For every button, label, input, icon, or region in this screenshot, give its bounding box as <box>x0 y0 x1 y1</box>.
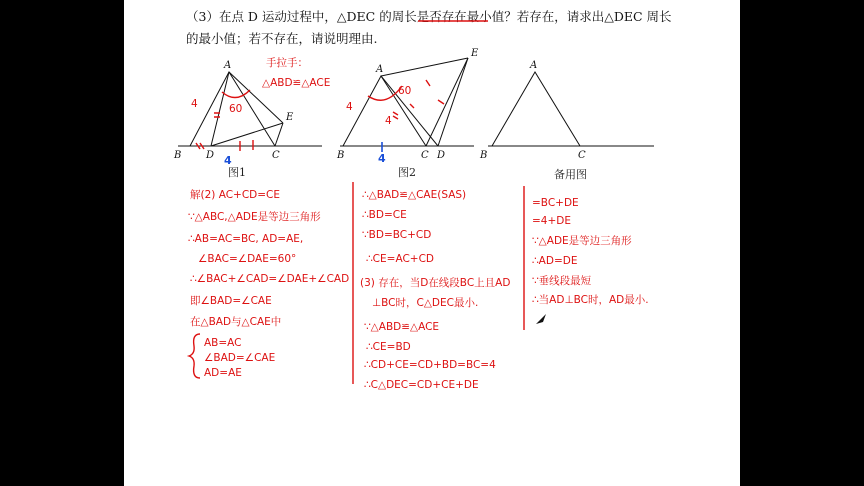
sol1-line-7: 在△BAD与△CAE中 <box>190 316 282 328</box>
fig1-caption: 图1 <box>228 166 246 179</box>
figure-2 <box>336 48 479 179</box>
fig1-label-a: A <box>224 60 232 71</box>
sol2-line-5: (3) 存在，当D在线段BC上且AD <box>360 277 511 289</box>
fig2-mid-4: 4 <box>385 115 392 127</box>
fig3-caption: 备用图 <box>554 168 587 181</box>
sol1-line-9: ∠BAD=∠CAE <box>204 352 276 364</box>
fig2-bottom-4: 4 <box>378 152 386 165</box>
fig2-caption: 图2 <box>398 166 416 179</box>
fig1-note-shoulashou: 手拉手： <box>266 57 308 69</box>
fig1-line-ad <box>211 72 229 146</box>
sol1-line-1: 解(2) AC+CD=CE <box>190 189 281 201</box>
fig1-line-ce <box>275 123 283 146</box>
fig1-angle-60: 60 <box>229 103 243 115</box>
fig1-line-de <box>211 123 283 146</box>
sol1-brace <box>189 334 200 378</box>
sol3-line-3: ∵△ADE是等边三角形 <box>532 235 632 247</box>
fig2-triangle-abc <box>343 76 426 146</box>
solution-column-3 <box>532 197 649 306</box>
fig1-label-e: E <box>286 112 294 123</box>
sol1-line-10: AD=AE <box>204 367 242 379</box>
sol2-line-10: ∴C△DEC=CD+CE+DE <box>364 379 479 391</box>
sol2-line-2: ∴BD=CE <box>362 209 407 221</box>
sol1-line-3: ∴AB=AC=BC, AD=AE, <box>188 233 304 245</box>
fig1-side-4: 4 <box>191 98 198 110</box>
sol1-line-6: 即∠BAD=∠CAE <box>190 295 272 307</box>
fig1-label-c: C <box>272 150 280 161</box>
fig2-angle-60: 60 <box>398 85 412 97</box>
fig1-label-b: B <box>174 150 182 161</box>
solution-column-1 <box>188 188 349 379</box>
problem-line-1: （3）在点 D 运动过程中，△DEC 的周长是否存在最小值？若存在，请求出△DEC 周长 <box>186 9 672 24</box>
sol1-line-2: ∵△ABC,△ADE是等边三角形 <box>188 211 321 223</box>
sol3-line-2: =4+DE <box>532 215 571 227</box>
fig2-label-c: C <box>421 150 429 161</box>
fig3-label-a: A <box>530 60 538 71</box>
sol2-line-6: ⊥BC时，C△DEC最小. <box>372 297 479 309</box>
fig2-angle-arc <box>368 86 402 100</box>
fig2-line-ce <box>426 58 468 146</box>
sol3-line-1: =BC+DE <box>532 197 579 209</box>
sol3-line-4: ∴AD=DE <box>532 255 578 267</box>
fig3-label-b: B <box>480 150 488 161</box>
fig1-angle-arc <box>222 90 250 98</box>
fig2-line-de <box>438 58 468 146</box>
fig2-line-ae <box>381 58 468 76</box>
problem-line-2: 的最小值；若不存在，请说明理由. <box>186 31 378 46</box>
solution-column-2 <box>360 189 510 391</box>
fig2-label-e: E <box>471 48 479 59</box>
sol2-line-3: ∵BD=BC+CD <box>362 229 432 241</box>
fig3-label-c: C <box>578 150 586 161</box>
fig2-label-b: B <box>337 150 345 161</box>
figure-3 <box>479 60 654 181</box>
mouse-pointer-icon <box>536 314 546 324</box>
sol2-line-9: ∴CD+CE=CD+BD=BC=4 <box>364 359 496 371</box>
fig1-note-congruence: △ABD≌△ACE <box>262 77 331 89</box>
sol3-line-5: ∵垂线段最短 <box>532 275 592 287</box>
fig2-side-4: 4 <box>346 101 353 113</box>
fig2-label-a: A <box>376 64 384 75</box>
sol1-line-4: ∠BAC=∠DAE=60° <box>198 253 297 265</box>
fig1-label-d: D <box>206 150 215 161</box>
fig2-label-d: D <box>437 150 446 161</box>
sol1-line-8: AB=AC <box>204 337 242 349</box>
fig1-bottom-4: 4 <box>224 154 232 167</box>
sol1-line-5: ∴∠BAC+∠CAD=∠DAE+∠CAD <box>190 273 350 285</box>
sol2-line-1: ∴△BAD≌△CAE(SAS) <box>362 189 467 201</box>
fig3-triangle-abc <box>492 72 580 146</box>
sol3-line-6: ∴当AD⊥BC时，AD最小. <box>532 294 649 306</box>
sol2-line-7: ∵△ABD≌△ACE <box>364 321 440 333</box>
figure-1 <box>173 56 330 179</box>
sol2-line-8: ∴CE=BD <box>366 341 411 353</box>
sol2-line-4: ∴CE=AC+CD <box>366 253 434 265</box>
